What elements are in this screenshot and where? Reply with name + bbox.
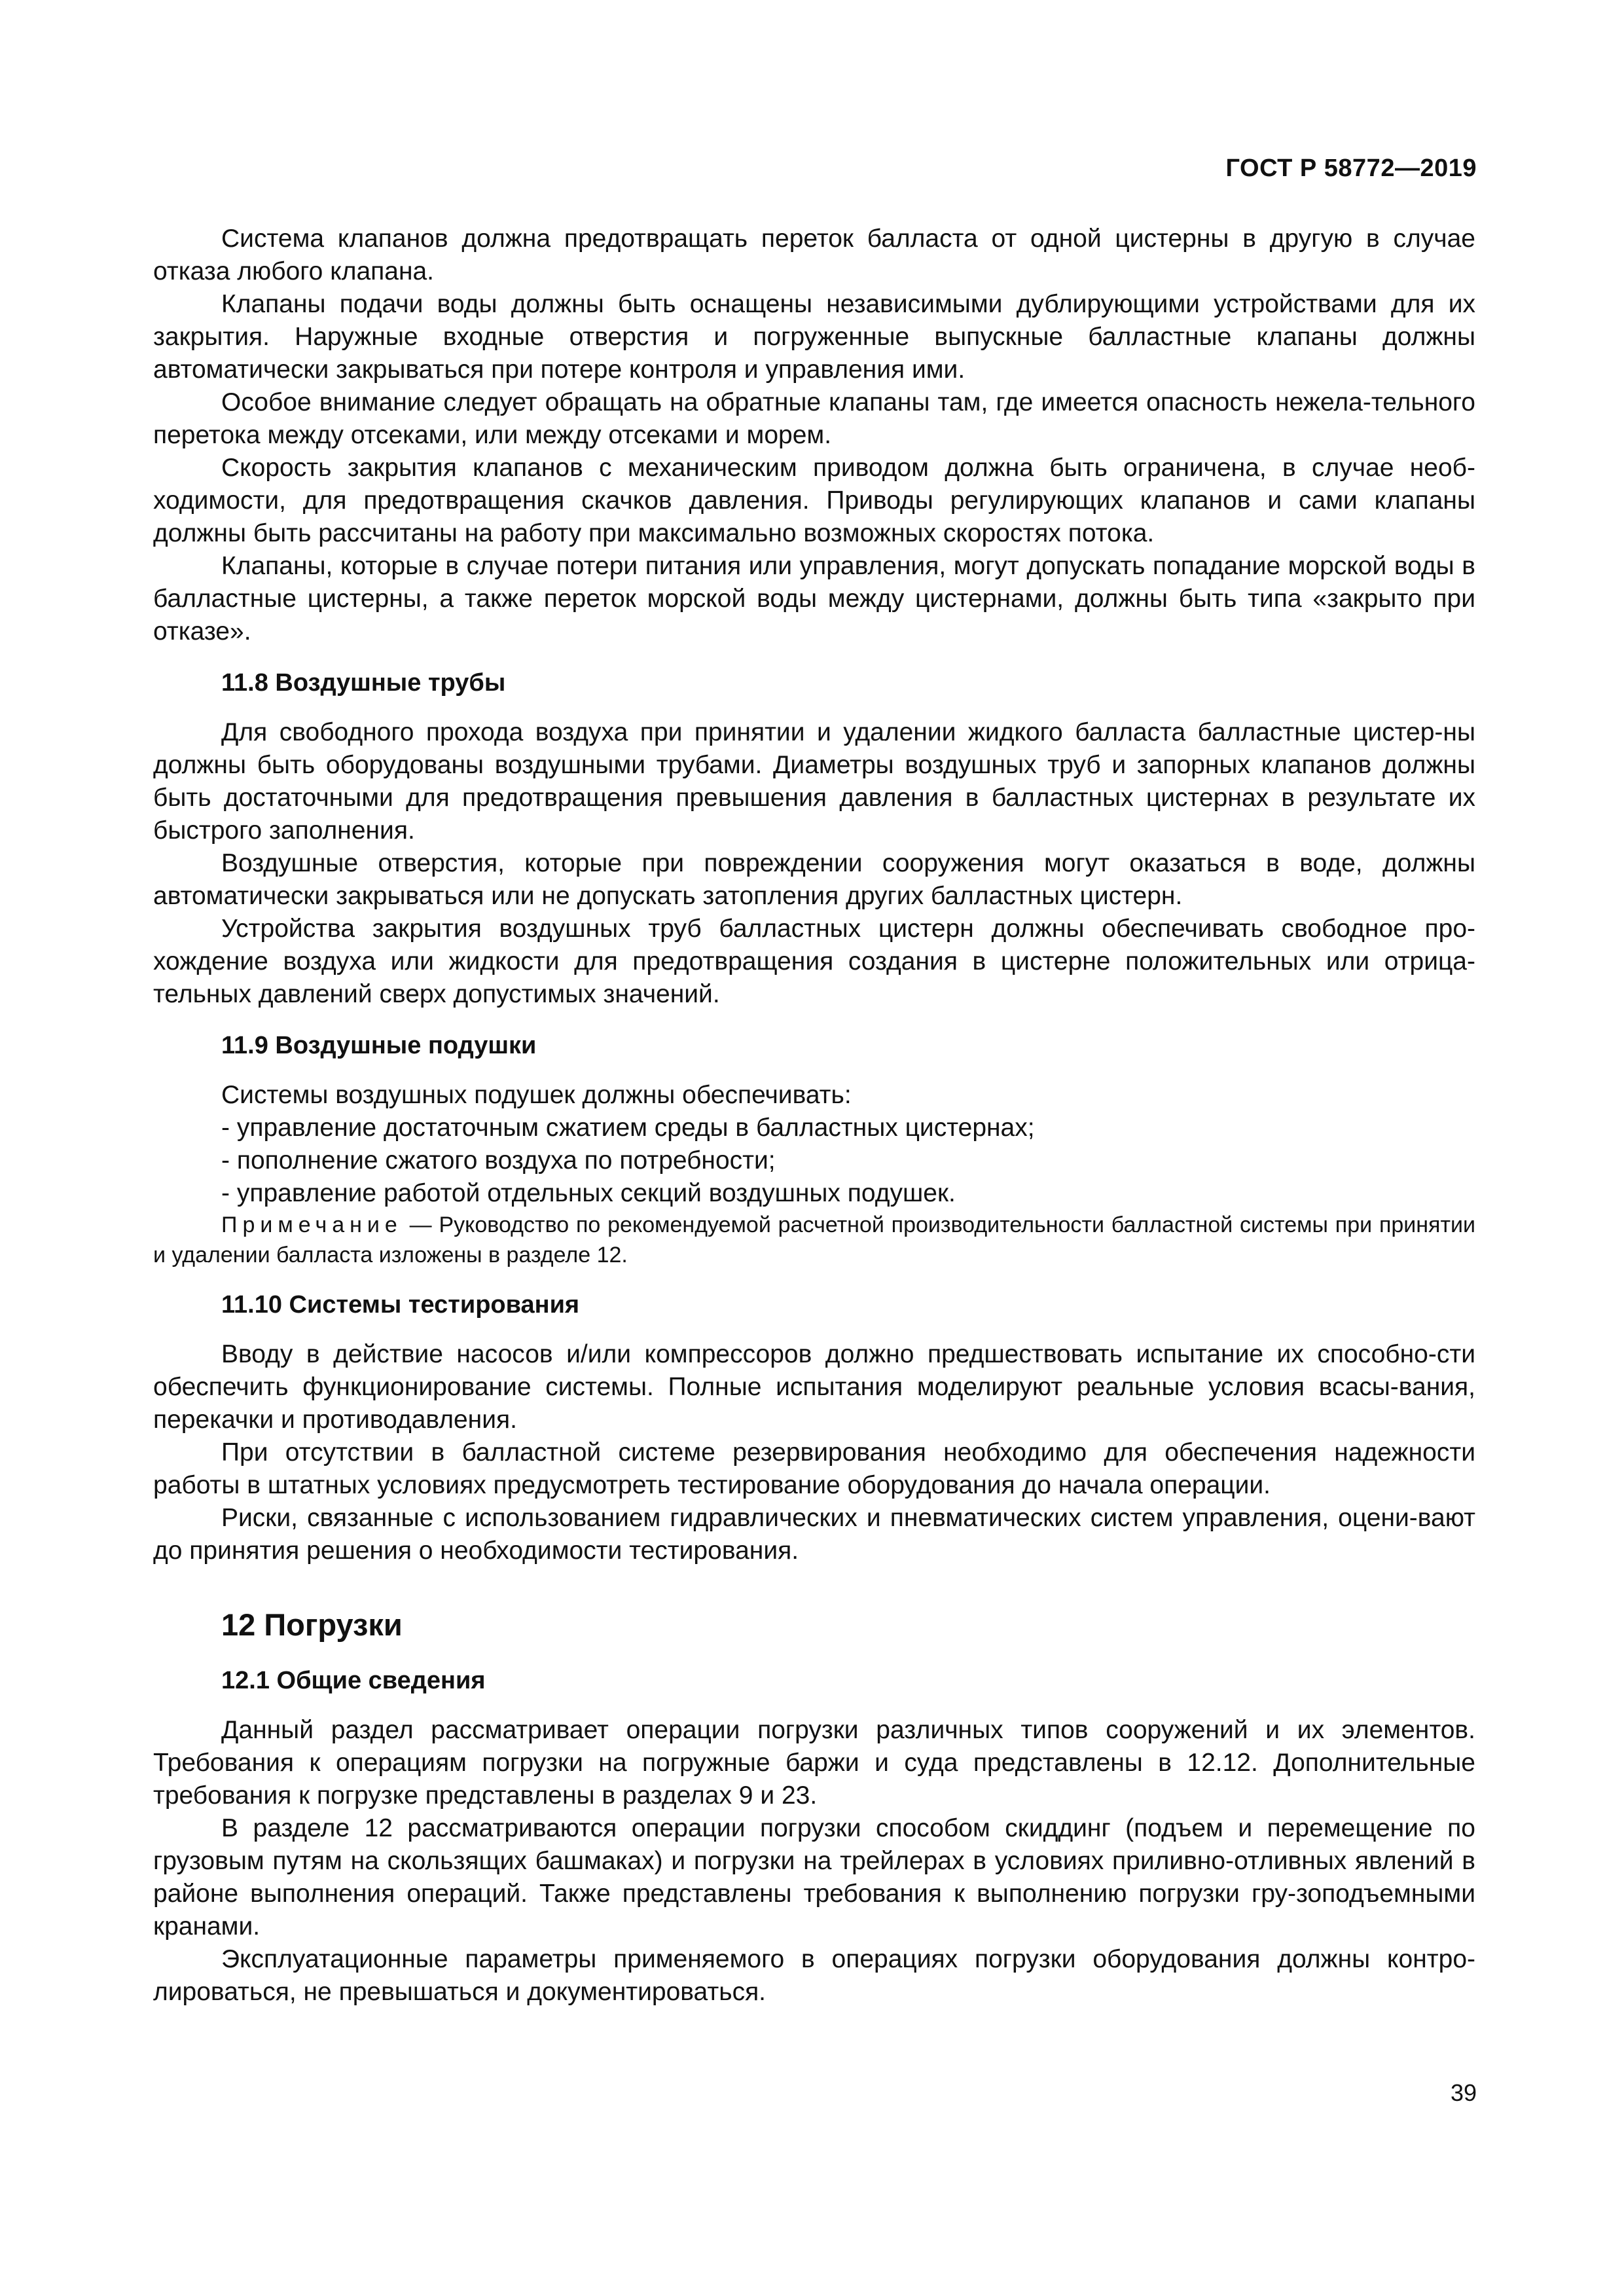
paragraph: В разделе 12 рассматриваются операции погрузки способом скиддинг (подъем и перемещение по грузовым путям на скользящих башмаках) и погрузки на трейлерах в условиях приливно-отливных явлений в районе выполнения операций. Также представлены требования к выполнению погрузки гру-зоподъемными кранами. — [153, 1814, 1475, 1941]
paragraph: Эксплуатационные параметры применяемого в операциях погрузки оборудования должны контро-лироваться, не превышаться и документироваться. — [153, 1945, 1475, 2006]
page-content — [153, 223, 1475, 2009]
paragraph: Клапаны подачи воды должны быть оснащены независимыми дублирующими устройствами для их закрытия. Наружные входные отверстия и погруженные выпускные балластные клапаны должны автоматически закрываться при потере контроля и управления ими. — [153, 290, 1475, 384]
section-heading-11-9: 11.9 Воздушные подушки — [221, 1032, 537, 1059]
paragraph: Устройства закрытия воздушных труб балластных цистерн должны обеспечивать свободное про-хождение воздуха или жидкости для предотвращения создания в цистерне положительных или отрица-тельных давлений сверх допустимых значений. — [153, 915, 1475, 1008]
standard-code: ГОСТ Р 58772—2019 — [1225, 155, 1477, 182]
paragraph: Особое внимание следует обращать на обратные клапаны там, где имеется опасность нежела-тельного перетока между отсеками, или между отсеками и морем. — [153, 388, 1475, 449]
note — [153, 1210, 1475, 1270]
paragraph: Для свободного прохода воздуха при принятии и удалении жидкого балласта балластные цистер-ны должны быть оборудованы воздушными трубами. Диаметры воздушных труб и запорных клапанов должны быть достаточными для предотвращения превышения давления в балластных цистернах в результате их быстрого заполнения. — [153, 718, 1475, 845]
paragraph: Воздушные отверстия, которые при повреждении сооружения могут оказаться в воде, должны автоматически закрываться или не допускать затопления других балластных цистерн. — [153, 849, 1475, 910]
paragraph: Вводу в действие насосов и/или компрессоров должно предшествовать испытание их способно-сти обеспечить функционирование системы. Полные испытания моделируют реальные условия всасы-вания, перекачки и противодавления. — [153, 1340, 1475, 1434]
section-heading-12: 12 Погрузки — [221, 1607, 403, 1642]
list-item: - управление работой отдельных секций воздушных подушек. — [221, 1179, 956, 1207]
section-heading-12-1: 12.1 Общие сведения — [221, 1667, 486, 1694]
paragraph: При отсутствии в балластной системе резервирования необходимо для обеспечения надежности работы в штатных условиях предусмотреть тестирование оборудования до начала операции. — [153, 1438, 1475, 1499]
list-item: - управление достаточным сжатием среды в балластных цистернах; — [221, 1114, 1035, 1142]
note-text: — Руководство по рекомендуемой расчетной производительности балластной системы при принятии и удалении балласта изложены в разделе 12. — [153, 1212, 1475, 1267]
section-heading-11-8: 11.8 Воздушные трубы — [221, 669, 506, 697]
section-heading-11-10: 11.10 Системы тестирования — [221, 1291, 580, 1319]
paragraph: Риски, связанные с использованием гидравлических и пневматических систем управления, оцени-вают до принятия решения о необходимости тестирования. — [153, 1504, 1475, 1565]
paragraph: Клапаны, которые в случае потери питания или управления, могут допускать попадание морской воды в балластные цистерны, а также переток морской воды между цистернами, должны быть типа «закрыто при отказе». — [153, 552, 1475, 646]
requirements-list — [153, 1112, 1475, 1210]
list-item: - пополнение сжатого воздуха по потребности; — [221, 1146, 776, 1175]
page-number: 39 — [1450, 2079, 1477, 2106]
paragraph: Система клапанов должна предотвращать переток балласта от одной цистерны в другую в случае отказа любого клапана. — [153, 225, 1475, 285]
note-label: Примечание — [221, 1212, 403, 1237]
paragraph: Данный раздел рассматривает операции погрузки различных типов сооружений и их элементов. Требования к операциям погрузки на погружные баржи и суда представлены в 12.12. Дополнительные требования к погрузке представлены в разделах 9 и 23. — [153, 1716, 1475, 1810]
paragraph: Скорость закрытия клапанов с механическим приводом должна быть ограничена, в случае необ-ходимости, для предотвращения скачков давления. Приводы регулирующих клапанов и сами клапаны должны быть рассчитаны на работу при максимально возможных скоростях потока. — [153, 454, 1475, 547]
list-lead: Системы воздушных подушек должны обеспечивать: — [221, 1081, 852, 1109]
